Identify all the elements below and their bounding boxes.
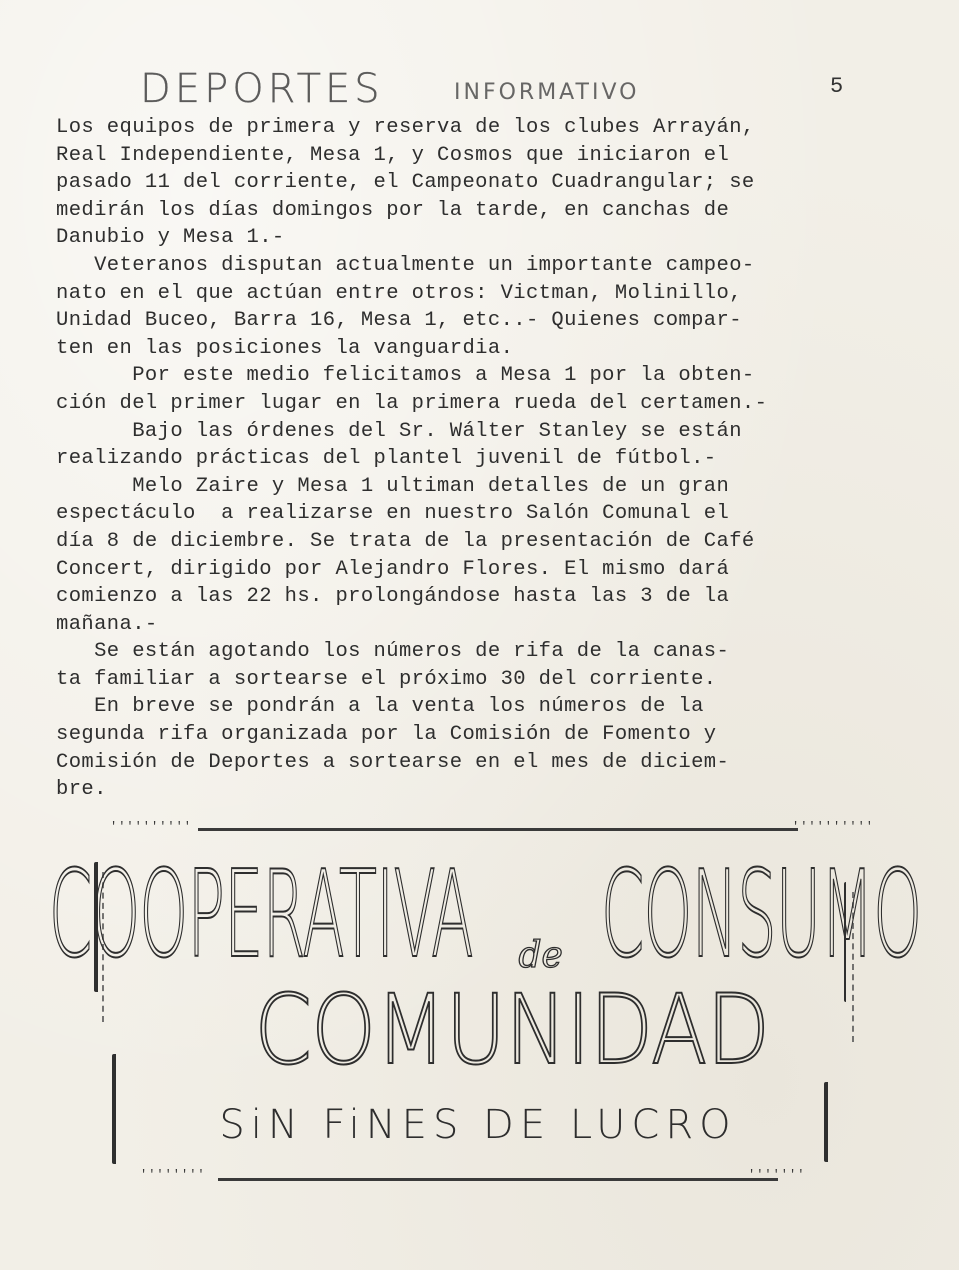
article-line: realizando prácticas del plantel juvenil de fútbol.- — [56, 447, 717, 471]
section-title: DEPORTES — [140, 66, 384, 112]
ad-tick-marks: ''''''' — [748, 1168, 806, 1182]
article-line: mañana.- — [56, 612, 158, 636]
article-body — [56, 114, 896, 804]
article-line: Veteranos disputan actualmente un importante campeo- — [56, 253, 755, 277]
article-line: día 8 de diciembre. Se trata de la presentación de Café — [56, 529, 755, 553]
ad-tick-marks: '''''''''' — [792, 820, 875, 834]
article-line: espectáculo a realizarse en nuestro Salón Comunal el — [56, 502, 730, 526]
ad-word-cooperativa: COOPERATIVA — [48, 846, 473, 985]
article-line: Unidad Buceo, Barra 16, Mesa 1, etc..- Quienes compar- — [56, 309, 742, 333]
ad-headline — [48, 836, 922, 985]
article-line: Concert, dirigido por Alejandro Flores. El mismo dará — [56, 557, 730, 581]
ad-word-de: de — [518, 935, 563, 976]
article-line: ten en las posiciones la vanguardia. — [56, 336, 514, 360]
ad-word-consumo: CONSUMO — [600, 846, 922, 985]
article-line: segunda rifa organizada por la Comisión de Fomento y — [56, 723, 717, 747]
article-line: nato en el que actúan entre otros: Victman, Molinillo, — [56, 281, 742, 305]
ad-bottom-rule — [218, 1178, 778, 1181]
article-line: ción del primer lugar en la primera rueda del certamen.- — [56, 391, 768, 415]
article-line: medirán los días domingos por la tarde, en canchas de — [56, 198, 730, 222]
ad-word-comunidad: COMUNIDAD — [254, 974, 770, 1086]
article-line: Real Independiente, Mesa 1, y Cosmos que iniciaron el — [56, 143, 730, 167]
cooperative-advertisement — [48, 820, 922, 1192]
ad-left-lower-bracket — [112, 1054, 124, 1164]
article-line: Se están agotando los números de rifa de la canas- — [56, 640, 730, 664]
page-header — [140, 66, 860, 118]
ad-right-lower-bracket — [824, 1082, 836, 1162]
ad-tick-marks: '''''''' — [140, 1168, 206, 1182]
ad-tick-marks: '''''''''' — [110, 820, 193, 834]
section-subtitle: INFORMATIVO — [454, 80, 640, 105]
article-line: En breve se pondrán a la venta los números de la — [56, 695, 704, 719]
article-line: Melo Zaire y Mesa 1 ultiman detalles de un gran — [56, 474, 730, 498]
article-line: Bajo las órdenes del Sr. Wálter Stanley se están — [56, 419, 742, 443]
article-line: Danubio y Mesa 1.- — [56, 226, 285, 250]
article-line: Los equipos de primera y reserva de los clubes Arrayán, — [56, 116, 755, 139]
article-line: comienzo a las 22 hs. prolongándose hasta las 3 de la — [56, 585, 730, 609]
ad-top-rule — [198, 828, 798, 831]
article-line: Comisión de Deportes a sortearse en el mes de diciem- — [56, 750, 730, 774]
page-number: 5 — [830, 74, 844, 99]
article-line: bre. — [56, 778, 107, 802]
article-line: pasado 11 del corriente, el Campeonato Cuadrangular; se — [56, 171, 755, 195]
article-line: Por este medio felicitamos a Mesa 1 por la obten- — [56, 364, 755, 388]
ad-tagline: SiN FiNES DE LUCRO — [219, 1102, 737, 1148]
article-line: ta familiar a sortearse el próximo 30 del corriente. — [56, 667, 717, 691]
